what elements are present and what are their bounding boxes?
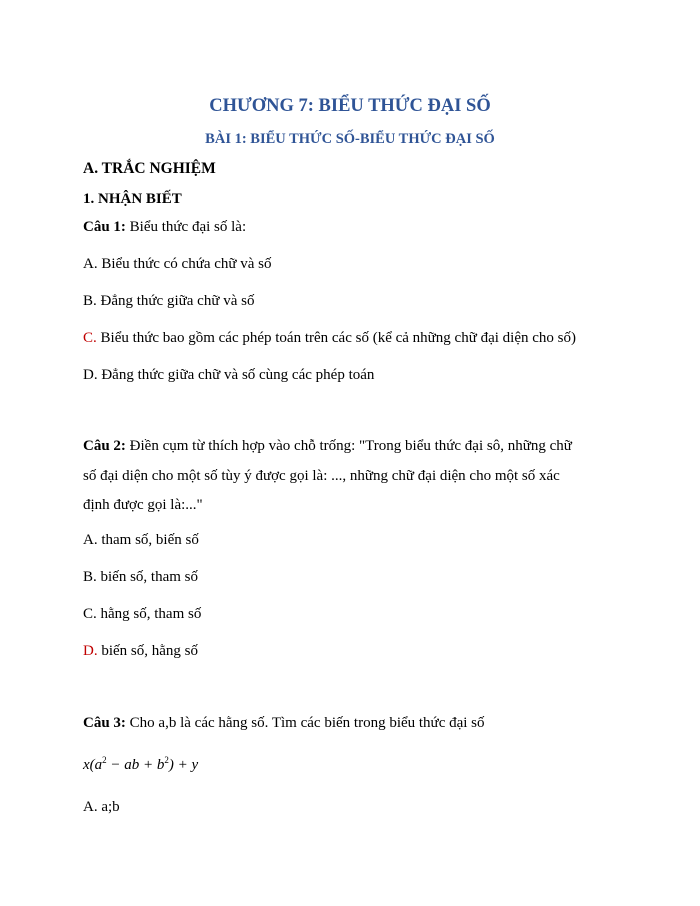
lesson-title: BÀI 1: BIỂU THỨC SỐ-BIỂU THỨC ĐẠI SỐ	[205, 131, 495, 147]
q1-option-d-text: Đẳng thức giữa chữ và số cùng các phép toán	[97, 367, 375, 383]
q1-option-a-text: Biểu thức có chứa chữ và số	[97, 256, 272, 272]
q1-option-a	[83, 256, 272, 273]
question-1-text: Biểu thức đại số là:	[125, 219, 247, 235]
question-2-text-1: Điền cụm từ thích hợp vào chỗ trống: "Trong biểu thức đại sô, những chữ	[125, 438, 572, 454]
question-3-formula	[83, 755, 198, 774]
q2-option-d-text: biến số, hằng số	[97, 643, 199, 659]
q3-option-a-text: a;b	[97, 799, 120, 815]
q2-option-b-text: biến số, tham số	[96, 569, 199, 585]
q2-option-b	[83, 569, 198, 586]
section-heading-multiple-choice: A. TRẮC NGHIỆM	[83, 160, 216, 177]
q3-option-a-letter: A.	[83, 799, 98, 815]
q2-option-b-letter: B.	[83, 569, 97, 585]
question-2-text-3: định được gọi là:..."	[83, 497, 203, 513]
question-3	[83, 715, 485, 732]
q1-option-d	[83, 367, 374, 384]
formula-exponent-1: 2	[102, 755, 107, 765]
question-2-label: Câu 2:	[83, 438, 126, 454]
q1-option-a-letter: A.	[83, 256, 98, 272]
q1-option-c-letter-correct: C.	[83, 330, 97, 346]
formula-part-2: − ab + b	[106, 757, 165, 773]
q3-option-a	[83, 799, 120, 816]
question-1	[83, 219, 246, 236]
q1-option-d-letter: D.	[83, 367, 98, 383]
question-2-line-1	[83, 438, 572, 455]
section-heading-recognition: 1. NHẬN BIẾT	[83, 191, 182, 207]
question-1-label: Câu 1:	[83, 219, 126, 235]
q2-option-a	[83, 532, 199, 549]
q2-option-c	[83, 606, 201, 623]
q1-option-b-text: Đẳng thức giữa chữ và số	[96, 293, 255, 309]
question-3-label: Câu 3:	[83, 715, 126, 731]
q2-option-c-letter: C.	[83, 606, 97, 622]
chapter-title: CHƯƠNG 7: BIỂU THỨC ĐẠI SỐ	[209, 96, 491, 116]
question-3-text: Cho a,b là các hằng số. Tìm các biến trong biểu thức đại số	[125, 715, 485, 731]
formula-exponent-2: 2	[164, 755, 169, 765]
q1-option-b-letter: B.	[83, 293, 97, 309]
formula-part-1: x(a	[83, 757, 103, 773]
q2-option-d-letter-correct: D.	[83, 643, 98, 659]
q1-option-c-text: Biểu thức bao gồm các phép toán trên các số (kể cả những chữ đại diện cho số)	[96, 330, 576, 346]
q2-option-c-text: hằng số, tham số	[96, 606, 202, 622]
q1-option-c	[83, 330, 576, 347]
q2-option-a-text: tham số, biến số	[97, 532, 199, 548]
q2-option-a-letter: A.	[83, 532, 98, 548]
question-2-text-2: số đại diện cho một số tùy ý được gọi là: ..., những chữ đại diện cho một số xác	[83, 468, 560, 484]
q1-option-b	[83, 293, 254, 310]
q2-option-d	[83, 643, 198, 660]
formula-part-3: ) + y	[168, 757, 199, 773]
